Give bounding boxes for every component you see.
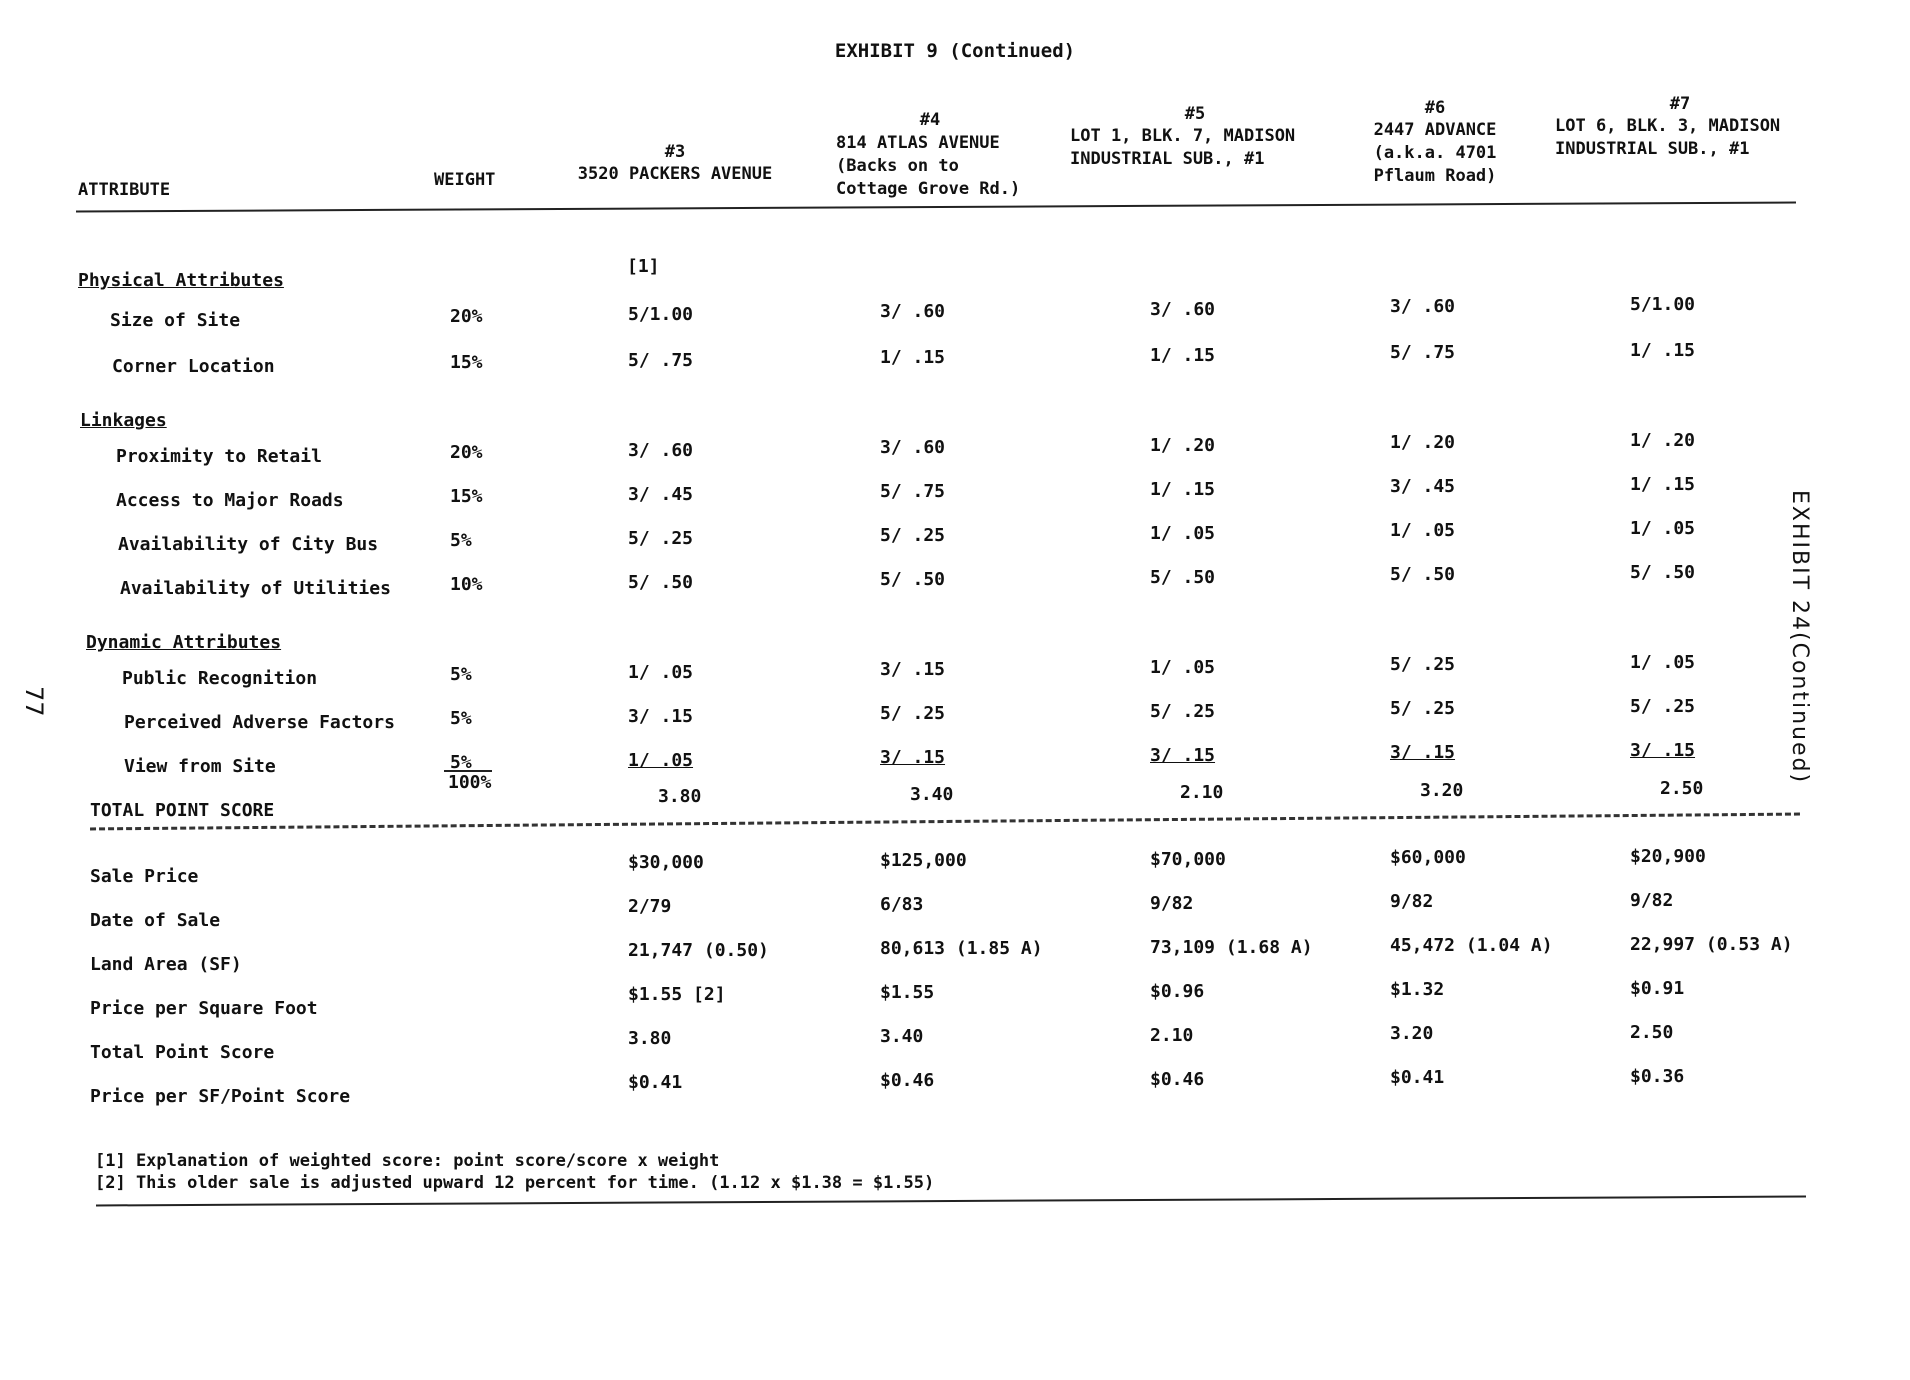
header-comp7-number: #7: [1669, 94, 1691, 114]
sale-value-cell: 45,472 (1.04 A): [1390, 935, 1553, 956]
sale-value-cell: $0.91: [1630, 978, 1685, 999]
footnote-1: [1] Explanation of weighted score: point score/score x weight: [95, 1151, 720, 1171]
sale-value-cell: $1.32: [1390, 979, 1445, 1000]
attribute-weight: 20%: [450, 306, 483, 327]
score-cell: 3/ .15: [880, 747, 946, 768]
score-cell: 3/ .45: [628, 484, 694, 505]
score-cell: 1/ .05: [628, 750, 694, 771]
side-exhibit-label: EXHIBIT 24(Continued): [1787, 490, 1812, 785]
footer-rule: [96, 1196, 1806, 1207]
sale-value-cell: 80,613 (1.85 A): [880, 938, 1043, 959]
total-score-cell: 3.40: [910, 784, 954, 805]
attribute-label: Proximity to Retail: [116, 446, 322, 467]
score-cell: 1/ .05: [1630, 652, 1696, 673]
score-cell: 5/ .25: [1630, 696, 1696, 717]
score-cell: 3/ .60: [880, 437, 946, 458]
score-cell: 1/ .15: [1150, 345, 1216, 366]
total-score-cell: 2.10: [1180, 782, 1224, 803]
header-comp4-line2: (Backs on to: [836, 156, 959, 176]
attribute-weight: 5%: [450, 752, 472, 773]
header-rule: [76, 201, 1796, 212]
header-comp4-line1: 814 ATLAS AVENUE: [836, 133, 1000, 153]
sale-value-cell: 22,997 (0.53 A): [1630, 934, 1793, 955]
score-cell: 3/ .45: [1390, 476, 1456, 497]
score-cell: 5/ .75: [880, 481, 946, 502]
score-cell: 5/ .75: [1390, 342, 1456, 363]
score-cell: 3/ .15: [1390, 742, 1456, 763]
attribute-weight: 10%: [450, 574, 483, 595]
sale-value-cell: $60,000: [1390, 847, 1466, 868]
score-cell: 1/ .05: [628, 662, 694, 683]
sale-attribute-label: Price per SF/Point Score: [90, 1086, 351, 1107]
sale-value-cell: $70,000: [1150, 849, 1226, 870]
attribute-weight: 5%: [450, 708, 472, 729]
sale-value-cell: $0.46: [1150, 1069, 1205, 1090]
score-cell: 1/ .15: [1150, 479, 1216, 500]
sale-attribute-label: Sale Price: [90, 866, 199, 887]
header-comp6-number: #6: [1424, 98, 1446, 118]
attribute-label: View from Site: [124, 756, 276, 777]
header-comp6-line3: Pflaum Road): [1373, 166, 1497, 186]
attribute-label: Availability of Utilities: [120, 578, 391, 599]
score-cell: 1/ .15: [1630, 340, 1696, 361]
footnote-2: [2] This older sale is adjusted upward 12 percent for time. (1.12 x $1.38 = $1.55): [95, 1173, 935, 1193]
sale-attribute-label: Date of Sale: [90, 910, 221, 931]
attribute-label: Corner Location: [112, 356, 275, 377]
score-cell: 5/1.00: [1630, 294, 1696, 315]
sale-value-cell: $0.46: [880, 1070, 935, 1091]
sale-value-cell: 3.20: [1390, 1023, 1434, 1044]
exhibit-title: EXHIBIT 9 (Continued): [834, 40, 1076, 62]
attribute-label: Access to Major Roads: [116, 490, 344, 511]
score-cell: 1/ .15: [1630, 474, 1696, 495]
header-comp6-line2: (a.k.a. 4701: [1373, 143, 1497, 163]
header-comp7-line1: LOT 6, BLK. 3, MADISON: [1555, 116, 1781, 136]
score-cell: 1/ .05: [1150, 657, 1216, 678]
sale-value-cell: 73,109 (1.68 A): [1150, 937, 1313, 958]
attribute-label: Availability of City Bus: [118, 534, 379, 555]
header-comp3-address: 3520 PACKERS AVENUE: [577, 164, 773, 184]
score-cell: 3/ .15: [1630, 740, 1696, 761]
sale-value-cell: 2/79: [628, 896, 672, 917]
sale-value-cell: $0.96: [1150, 981, 1205, 1002]
attribute-weight: 5%: [450, 664, 472, 685]
sale-attribute-label: Land Area (SF): [90, 954, 242, 975]
sale-value-cell: 2.50: [1630, 1022, 1674, 1043]
weight-sum-rule: [444, 770, 492, 772]
score-cell: 1/ .15: [880, 347, 946, 368]
score-cell: 1/ .20: [1150, 435, 1216, 456]
score-cell: 5/ .25: [1390, 654, 1456, 675]
page-number: 77: [20, 686, 48, 717]
weight-total: 100%: [448, 772, 492, 793]
score-cell: 5/ .50: [1630, 562, 1696, 583]
note-ref-1: [1]: [627, 256, 660, 277]
sale-value-cell: 9/82: [1390, 891, 1434, 912]
sale-value-cell: $0.41: [1390, 1067, 1445, 1088]
header-comp3-number: #3: [664, 142, 686, 162]
score-cell: 5/ .25: [628, 528, 694, 549]
sale-attribute-label: Price per Square Foot: [90, 998, 318, 1019]
header-attribute: ATTRIBUTE: [78, 180, 171, 200]
header-comp5-line1: LOT 1, BLK. 7, MADISON: [1070, 126, 1296, 146]
sale-value-cell: 3.80: [628, 1028, 672, 1049]
attribute-label: Perceived Adverse Factors: [124, 712, 395, 733]
score-cell: 3/ .60: [1390, 296, 1456, 317]
score-cell: 5/ .25: [1390, 698, 1456, 719]
attribute-weight: 15%: [450, 352, 483, 373]
score-cell: 5/ .75: [628, 350, 694, 371]
score-cell: 5/ .25: [880, 703, 946, 724]
sale-value-cell: $1.55: [880, 982, 935, 1003]
section-linkages: Linkages: [80, 410, 167, 431]
score-cell: 3/ .60: [880, 301, 946, 322]
attribute-weight: 20%: [450, 442, 483, 463]
sale-attribute-label: Total Point Score: [90, 1042, 275, 1063]
section-dynamic-attributes: Dynamic Attributes: [86, 632, 282, 653]
header-weight: WEIGHT: [434, 170, 496, 190]
score-cell: 1/ .05: [1150, 523, 1216, 544]
score-cell: 5/ .50: [1390, 564, 1456, 585]
total-score-cell: 3.20: [1420, 780, 1464, 801]
score-cell: 5/ .25: [1150, 701, 1216, 722]
score-cell: 3/ .60: [628, 440, 694, 461]
score-cell: 1/ .05: [1630, 518, 1696, 539]
total-score-cell: 2.50: [1660, 778, 1704, 799]
sale-value-cell: $1.55 [2]: [628, 984, 726, 1005]
sale-value-cell: $0.41: [628, 1072, 683, 1093]
sale-value-cell: 6/83: [880, 894, 924, 915]
attribute-label: Public Recognition: [122, 668, 318, 689]
score-cell: 1/ .20: [1630, 430, 1696, 451]
header-comp4-line3: Cottage Grove Rd.): [836, 179, 1021, 199]
sale-value-cell: 2.10: [1150, 1025, 1194, 1046]
attribute-weight: 5%: [450, 530, 472, 551]
header-comp5-line2: INDUSTRIAL SUB., #1: [1070, 149, 1265, 169]
score-cell: 3/ .60: [1150, 299, 1216, 320]
score-cell: 3/ .15: [1150, 745, 1216, 766]
section-divider-dashed: [90, 813, 1800, 831]
header-comp4-number: #4: [919, 110, 941, 130]
sale-value-cell: $0.36: [1630, 1066, 1685, 1087]
total-point-score-label: TOTAL POINT SCORE: [90, 800, 275, 821]
sale-value-cell: $20,900: [1630, 846, 1706, 867]
sale-value-cell: 9/82: [1630, 890, 1674, 911]
header-comp6-line1: 2447 ADVANCE: [1373, 120, 1497, 140]
score-cell: 5/ .50: [880, 569, 946, 590]
sale-value-cell: $125,000: [880, 850, 967, 871]
total-score-cell: 3.80: [658, 786, 702, 807]
score-cell: 5/1.00: [628, 304, 694, 325]
sale-value-cell: 21,747 (0.50): [628, 940, 769, 961]
score-cell: 5/ .50: [1150, 567, 1216, 588]
sale-value-cell: 3.40: [880, 1026, 924, 1047]
attribute-label: Size of Site: [110, 310, 241, 331]
score-cell: 3/ .15: [880, 659, 946, 680]
section-physical-attributes: Physical Attributes: [78, 270, 284, 291]
attribute-weight: 15%: [450, 486, 483, 507]
header-comp7-line2: INDUSTRIAL SUB., #1: [1555, 139, 1750, 159]
header-comp5-number: #5: [1184, 104, 1206, 124]
score-cell: 1/ .20: [1390, 432, 1456, 453]
sale-value-cell: 9/82: [1150, 893, 1194, 914]
score-cell: 5/ .25: [880, 525, 946, 546]
score-cell: 5/ .50: [628, 572, 694, 593]
score-cell: 1/ .05: [1390, 520, 1456, 541]
score-cell: 3/ .15: [628, 706, 694, 727]
sale-value-cell: $30,000: [628, 852, 704, 873]
